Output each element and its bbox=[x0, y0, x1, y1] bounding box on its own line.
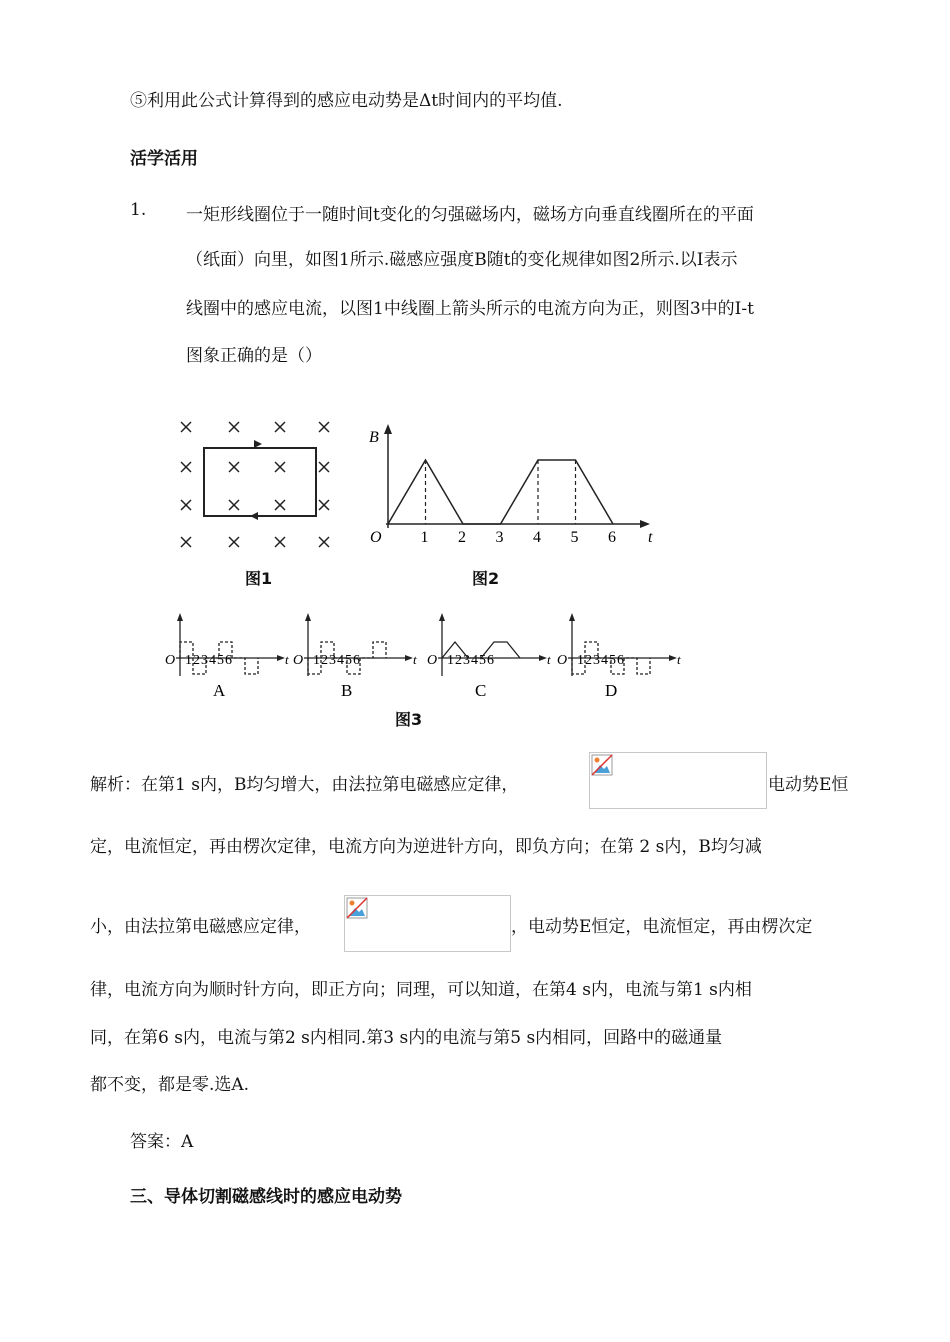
analysis-line: ，电动势E恒定，电流恒定，再由楞次定 bbox=[511, 917, 813, 937]
option-graph-b bbox=[293, 613, 417, 700]
field-cross-icon bbox=[319, 537, 329, 547]
x-tick-label: 1 bbox=[420, 529, 429, 546]
current-arrow-icon bbox=[254, 440, 262, 448]
question-line: 线圈中的感应电流，以图1中线圈上箭头所示的电流方向为正，则图3中的I-t bbox=[186, 299, 754, 319]
option-label: A bbox=[213, 681, 226, 700]
option-graph-d bbox=[557, 613, 681, 700]
y-axis-arrow-icon bbox=[439, 613, 445, 621]
analysis-line: 定，电流恒定，再由楞次定律，电流方向为逆进针方向，即负方向；在第 2 s内，B均匀减 bbox=[90, 837, 762, 857]
field-cross-icon bbox=[275, 500, 285, 510]
question-line: 一矩形线圈位于一随时间t变化的匀强磁场内，磁场方向垂直线圈所在的平面 bbox=[186, 205, 754, 225]
analysis-line: 电动势E恒 bbox=[768, 775, 849, 795]
x-axis-label: t bbox=[413, 652, 417, 667]
x-axis-arrow-icon bbox=[669, 655, 677, 661]
option-graph-a bbox=[165, 613, 289, 700]
x-axis-arrow-icon bbox=[405, 655, 413, 661]
x-tick-label: 5 bbox=[570, 529, 579, 546]
field-cross-icon bbox=[229, 462, 239, 472]
answer-line: 答案：A bbox=[130, 1132, 194, 1152]
x-axis-label: t bbox=[285, 652, 289, 667]
tick-labels: 123456 bbox=[577, 653, 625, 668]
field-cross-icon bbox=[229, 537, 239, 547]
field-cross-icon bbox=[181, 537, 191, 547]
question-line: （纸面）向里，如图1所示.磁感应强度B随t的变化规律如图2所示.以I表示 bbox=[186, 250, 738, 270]
option-label: D bbox=[605, 681, 618, 700]
current-arrow-icon bbox=[250, 512, 258, 520]
y-axis-arrow-icon bbox=[384, 424, 392, 434]
tick-labels: 123456 bbox=[313, 653, 361, 668]
tick-labels: 123456 bbox=[185, 653, 233, 668]
option-graph-c bbox=[427, 613, 551, 700]
origin-label: O bbox=[370, 529, 382, 546]
figure-2-b-t-graph bbox=[360, 420, 660, 550]
origin-label: O bbox=[293, 653, 304, 668]
x-axis-arrow-icon bbox=[640, 520, 650, 528]
x-axis-label: t bbox=[677, 652, 681, 667]
field-cross-icon bbox=[181, 500, 191, 510]
origin-label: O bbox=[427, 653, 438, 668]
y-axis-arrow-icon bbox=[569, 613, 575, 621]
analysis-line: 都不变，都是零.选A. bbox=[90, 1075, 250, 1095]
b-series-line bbox=[388, 460, 613, 524]
figure-1-coil bbox=[170, 415, 350, 555]
analysis-line: 解析：在第1 s内，B均匀增大，由法拉第电磁感应定律， bbox=[90, 775, 519, 795]
field-cross-icon bbox=[319, 500, 329, 510]
x-tick-label: 6 bbox=[608, 529, 616, 546]
figure-1-caption: 图1 bbox=[245, 569, 273, 588]
question-number: 1. bbox=[130, 200, 147, 220]
field-cross-icon bbox=[229, 422, 239, 432]
broken-image-icon bbox=[591, 754, 613, 776]
analysis-line: 小，由法拉第电磁感应定律， bbox=[90, 917, 311, 937]
origin-label: O bbox=[557, 653, 568, 668]
figure-2-caption: 图2 bbox=[472, 569, 500, 588]
field-cross-icon bbox=[319, 422, 329, 432]
figure-3-options bbox=[160, 610, 690, 705]
x-tick-label: 3 bbox=[495, 529, 504, 546]
question-line: 图象正确的是（） bbox=[186, 346, 322, 366]
x-tick-label: 4 bbox=[533, 529, 541, 546]
section-heading-3: 三、导体切割磁感线时的感应电动势 bbox=[130, 1187, 402, 1207]
field-cross-icon bbox=[319, 462, 329, 472]
broken-image-icon bbox=[346, 897, 368, 919]
guide-lines bbox=[426, 460, 576, 524]
tick-labels: 123456 bbox=[447, 653, 495, 668]
y-axis-arrow-icon bbox=[305, 613, 311, 621]
x-axis-label: t bbox=[547, 652, 551, 667]
formula-image-placeholder bbox=[589, 752, 767, 809]
x-axis-label: t bbox=[648, 529, 653, 546]
option-label: B bbox=[341, 681, 353, 700]
field-cross-icon bbox=[229, 500, 239, 510]
y-axis-label: B bbox=[369, 429, 379, 446]
field-cross-icon bbox=[275, 462, 285, 472]
figure-3-caption: 图3 bbox=[395, 710, 423, 729]
x-axis-arrow-icon bbox=[539, 655, 547, 661]
x-tick-labels bbox=[421, 529, 617, 546]
section-heading-practice: 活学活用 bbox=[130, 149, 198, 169]
coil-rectangle bbox=[204, 448, 316, 516]
x-tick-label: 2 bbox=[458, 529, 466, 546]
origin-label: O bbox=[165, 653, 176, 668]
y-axis-arrow-icon bbox=[177, 613, 183, 621]
analysis-line: 律，电流方向为顺时针方向，即正方向；同理，可以知道，在第4 s内，电流与第1 s内相 bbox=[90, 980, 752, 1000]
field-cross-icon bbox=[275, 537, 285, 547]
field-cross-icon bbox=[181, 462, 191, 472]
field-cross-icon bbox=[275, 422, 285, 432]
formula-image-placeholder bbox=[344, 895, 511, 952]
field-cross-icon bbox=[181, 422, 191, 432]
text-line: ⑤利用此公式计算得到的感应电动势是Δt时间内的平均值. bbox=[130, 91, 563, 111]
analysis-line: 同，在第6 s内，电流与第2 s内相同.第3 s内的电流与第5 s内相同，回路中的磁通量 bbox=[90, 1028, 723, 1048]
option-label: C bbox=[475, 681, 487, 700]
x-axis-arrow-icon bbox=[277, 655, 285, 661]
